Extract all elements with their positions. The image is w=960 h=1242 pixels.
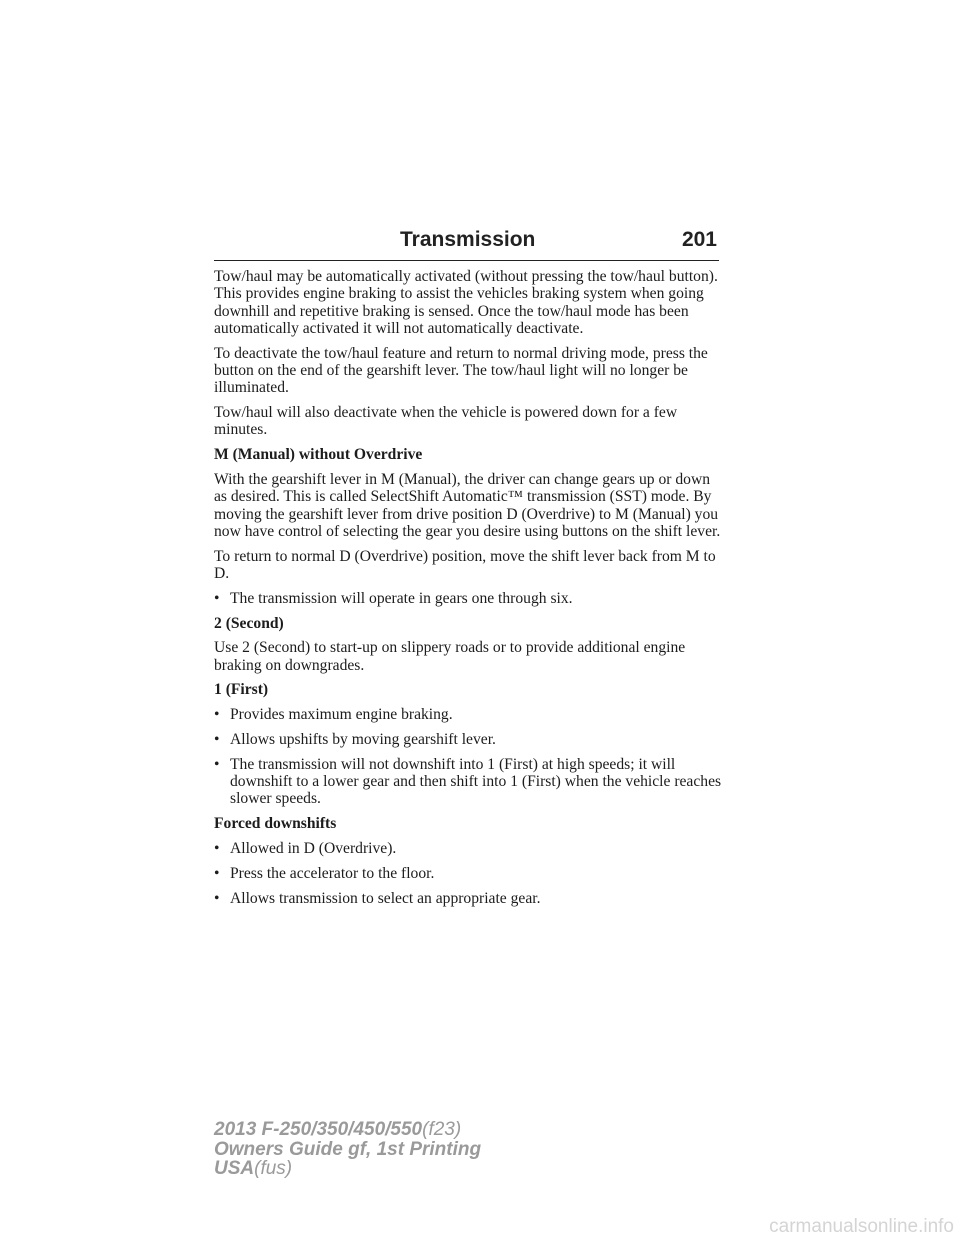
page-number: 201 [681, 228, 717, 251]
paragraph: To deactivate the tow/haul feature and return to normal driving mode, press the button on the end of the gearshift lever. The tow/haul light will no longer be illuminated. [214, 344, 708, 397]
bullet-text: Allowed in D (Overdrive). [230, 840, 397, 858]
bullet-item [214, 706, 722, 723]
subheading-manual: M (Manual) without Overdrive [214, 446, 423, 464]
body-text [214, 268, 722, 914]
subheading-forced: Forced downshifts [214, 815, 337, 833]
bullet-item [214, 590, 722, 607]
bullet-icon: • [214, 731, 220, 749]
bullet-item [214, 756, 722, 808]
bullet-text: The transmission will operate in gears one through six. [230, 589, 573, 607]
bullet-item [214, 731, 722, 748]
paragraph: To return to normal D (Overdrive) position, move the shift lever back from M to D. [214, 547, 716, 582]
footer-line-model [214, 1120, 481, 1140]
bullet-text: Allows transmission to select an appropriate gear. [230, 889, 541, 907]
subheading-first: 1 (First) [214, 681, 269, 699]
footer-model: 2013 F-250/350/450/550 [214, 1119, 423, 1140]
bullet-text: Allows upshifts by moving gearshift lever. [230, 731, 496, 749]
bullet-icon: • [214, 706, 220, 724]
bullet-icon: • [214, 840, 220, 858]
bullet-icon: • [214, 864, 220, 882]
footer-edition-info [214, 1120, 481, 1179]
watermark: carmanualsonline.info [769, 1216, 954, 1237]
bullet-icon: • [214, 889, 220, 907]
paragraph: Use 2 (Second) to start-up on slippery roads or to provide additional engine braking on downgrades. [214, 639, 686, 674]
paragraph: Tow/haul will also deactivate when the vehicle is powered down for a few minutes. [214, 404, 678, 439]
bullet-icon: • [214, 589, 220, 607]
footer-line-guide: Owners Guide gf, 1st Printing [214, 1138, 482, 1160]
bullet-item [214, 840, 722, 857]
footer-line-region [214, 1159, 481, 1179]
page-header [214, 226, 719, 261]
bullet-text: Provides maximum engine braking. [230, 706, 453, 724]
section-title: Transmission [400, 228, 536, 251]
footer-region-code: (fus) [254, 1158, 293, 1179]
bullet-item [214, 865, 722, 882]
bullet-text: The transmission will not downshift into 1 (First) at high speeds; it will downshift to a lower gear and then shift into 1 (First) when the vehicle reaches slower speeds. [230, 755, 722, 808]
paragraph: Tow/haul may be automatically activated (without pressing the tow/haul button). This provides engine braking to assist the vehicles braking system when going downhill and repetitive braking is sensed. Once the tow/haul mode has been automatically activated it will not automatically deactivate. [214, 268, 718, 337]
bullet-text: Press the accelerator to the floor. [230, 864, 435, 882]
paragraph: With the gearshift lever in M (Manual), the driver can change gears up or down as desired. This is called SelectShift Automatic™ transmission (SST) mode. By moving the gearshift lever from drive position D (Overdrive) to M (Manual) you now have control of selecting the gear you desire using buttons on the shift lever. [214, 470, 721, 540]
bullet-icon: • [214, 755, 220, 773]
footer-model-code: (f23) [422, 1119, 462, 1140]
footer-region: USA [214, 1158, 255, 1179]
subheading-second: 2 (Second) [214, 614, 284, 632]
bullet-item [214, 890, 722, 907]
